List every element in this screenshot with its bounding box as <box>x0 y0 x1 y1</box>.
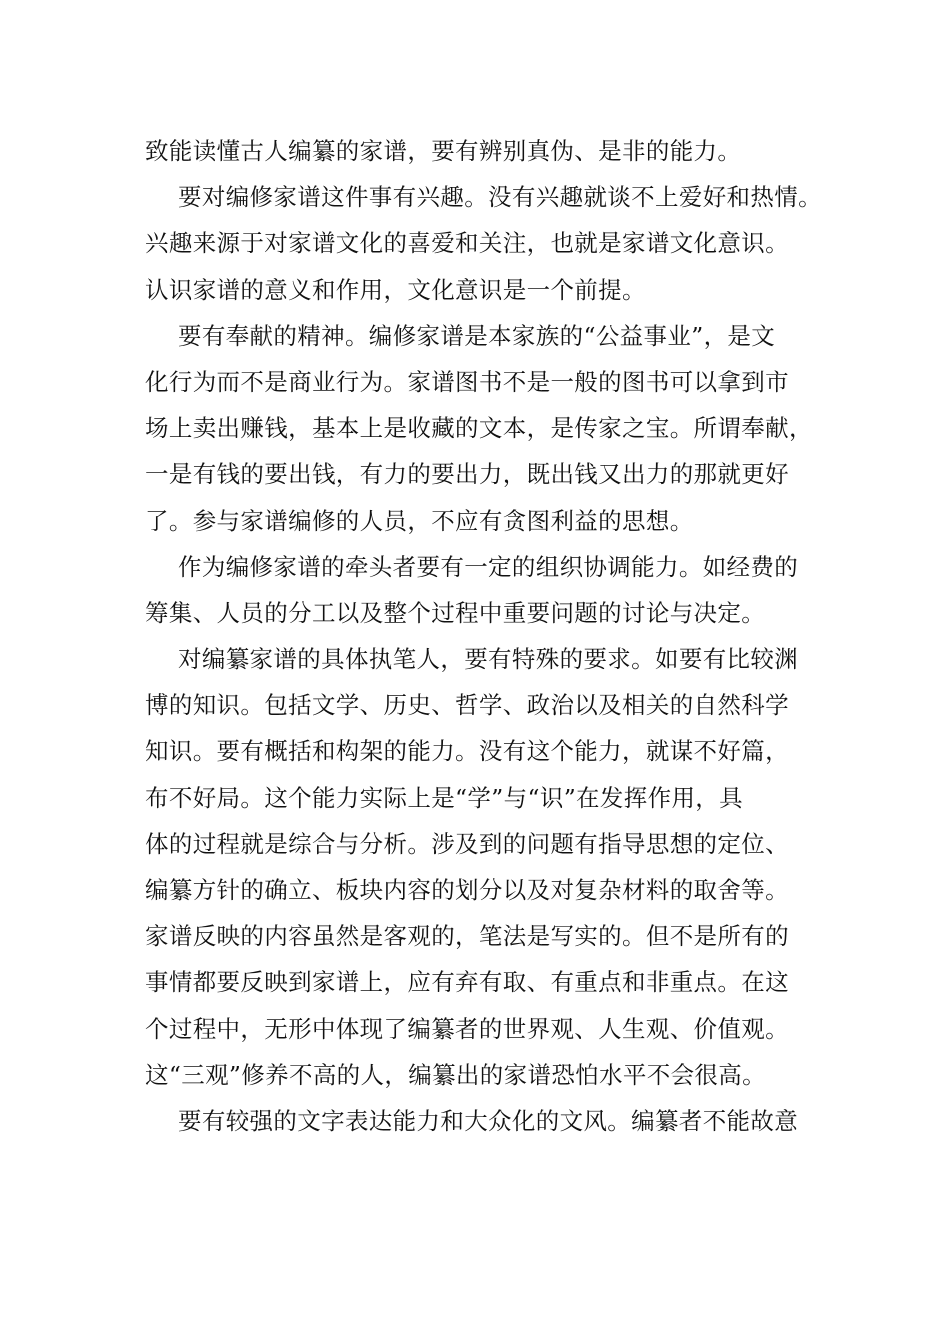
text-line: 兴趣来源于对家谱文化的喜爱和关注，也就是家谱文化意识。 <box>145 229 789 258</box>
text-line: 作为编修家谱的牵头者要有一定的组织协调能力。如经费的 <box>178 552 799 581</box>
text-line: 编纂方针的确立、板块内容的划分以及对复杂材料的取舍等。 <box>145 876 789 904</box>
text-line: 个过程中，无形中体现了编纂者的世界观、人生观、价值观。 <box>145 1014 789 1043</box>
text-line: 要对编修家谱这件事有兴趣。没有兴趣就谈不上爱好和热情。 <box>178 183 822 212</box>
text-line: 知识。要有概括和构架的能力。没有这个能力，就谋不好篇， <box>145 737 789 766</box>
text-line: 了。参与家谱编修的人员，不应有贪图利益的思想。 <box>145 506 694 535</box>
text-line: 要有较强的文字表达能力和大众化的文风。编纂者不能故意 <box>178 1106 799 1135</box>
text-line: 这“三观”修养不高的人，编纂出的家谱恐怕水平不会很高。 <box>145 1060 766 1089</box>
text-line: 家谱反映的内容虽然是客观的，笔法是写实的。但不是所有的 <box>145 922 789 951</box>
text-line: 一是有钱的要出钱，有力的要出力，既出钱又出力的那就更好 <box>145 460 789 489</box>
text-line: 事情都要反映到家谱上，应有弃有取、有重点和非重点。在这 <box>145 968 789 997</box>
text-line: 筹集、人员的分工以及整个过程中重要问题的讨论与决定。 <box>145 598 766 627</box>
text-line: 致能读懂古人编纂的家谱，要有辨别真伪、是非的能力。 <box>145 137 742 165</box>
text-line: 要有奉献的精神。编修家谱是本家族的“公益事业”，是文 <box>178 321 776 350</box>
text-line: 布不好局。这个能力实际上是“学”与“识”在发挥作用，具 <box>145 783 744 812</box>
text-line: 化行为而不是商业行为。家谱图书不是一般的图书可以拿到市 <box>145 367 789 396</box>
text-line: 认识家谱的意义和作用，文化意识是一个前提。 <box>145 275 646 304</box>
text-line: 体的过程就是综合与分析。涉及到的问题有指导思想的定位、 <box>145 829 789 858</box>
text-line: 场上卖出赚钱，基本上是收藏的文本，是传家之宝。所谓奉献， <box>145 414 813 443</box>
body-text <box>145 128 825 1144</box>
text-line: 博的知识。包括文学、历史、哲学、政治以及相关的自然科学 <box>145 691 789 720</box>
text-line: 对编纂家谱的具体执笔人，要有特殊的要求。如要有比较渊 <box>178 645 799 674</box>
